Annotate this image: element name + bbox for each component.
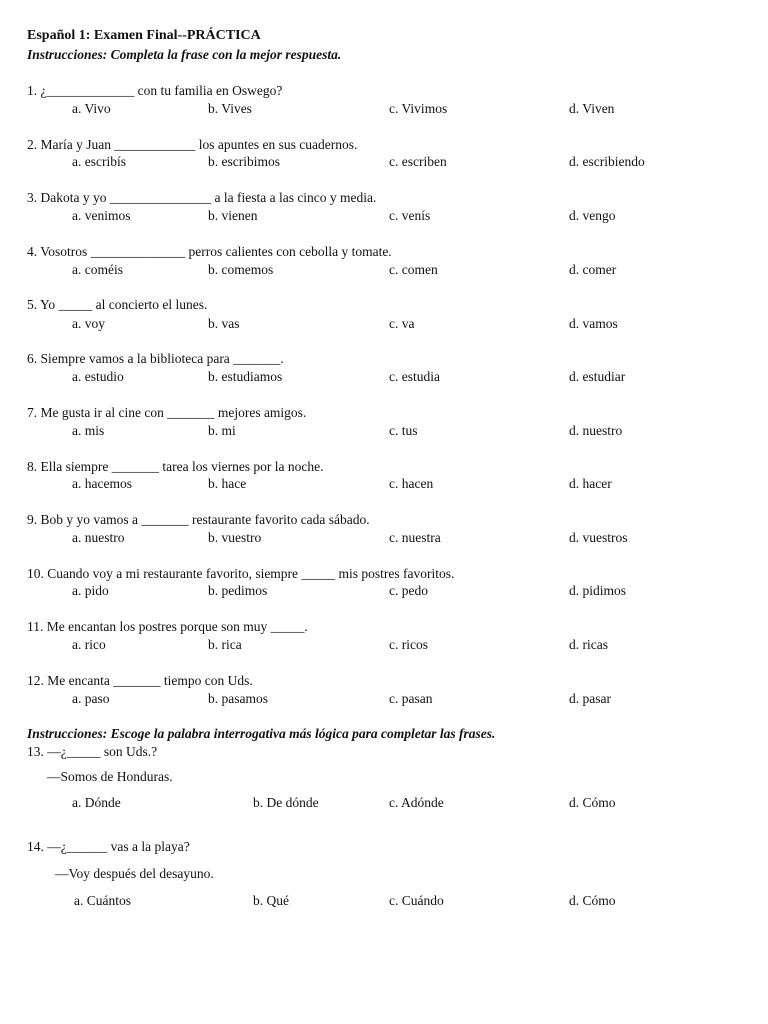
question-9: 9. Bob y yo vamos a _______ restaurante favorito cada sábado.: [27, 512, 370, 527]
option-11a: a. rico: [72, 637, 106, 652]
option-10b: b. pedimos: [208, 583, 268, 598]
option-3d: d. vengo: [569, 208, 616, 223]
option-2c: c. escriben: [389, 154, 447, 169]
option-12a: a. paso: [72, 691, 110, 706]
option-11c: c. ricos: [389, 637, 428, 652]
option-8c: c. hacen: [389, 476, 434, 491]
question-10: 10. Cuando voy a mi restaurante favorito, siempre _____ mis postres favoritos.: [27, 566, 455, 581]
option-7a: a. mis: [72, 423, 105, 438]
option-14c: c. Cuándo: [389, 893, 444, 908]
option-1d: d. Viven: [569, 101, 615, 116]
option-9b: b. vuestro: [208, 530, 262, 545]
option-8a: a. hacemos: [72, 476, 132, 491]
option-4a: a. coméis: [72, 262, 123, 277]
option-9d: d. vuestros: [569, 530, 628, 545]
option-7d: d. nuestro: [569, 423, 623, 438]
question-4: 4. Vosotros ______________ perros calientes con cebolla y tomate.: [27, 244, 392, 259]
option-11b: b. rica: [208, 637, 242, 652]
option-5b: b. vas: [208, 316, 240, 331]
option-1c: c. Vivimos: [389, 101, 448, 116]
question-1: 1. ¿_____________ con tu familia en Oswego?: [27, 83, 283, 98]
option-10a: a. pido: [72, 583, 109, 598]
option-3c: c. venís: [389, 208, 431, 223]
question-8: 8. Ella siempre _______ tarea los viernes por la noche.: [27, 459, 324, 474]
option-13b: b. De dónde: [253, 795, 319, 810]
question-11: 11. Me encantan los postres porque son muy _____.: [27, 619, 308, 634]
option-14b: b. Qué: [253, 893, 289, 908]
option-2d: d. escribiendo: [569, 154, 645, 169]
question-2: 2. María y Juan ____________ los apuntes en sus cuadernos.: [27, 137, 358, 152]
option-13c: c. Adónde: [389, 795, 444, 810]
option-4b: b. comemos: [208, 262, 274, 277]
option-5c: c. va: [389, 316, 415, 331]
option-13a: a. Dónde: [72, 795, 121, 810]
option-8b: b. hace: [208, 476, 247, 491]
option-12c: c. pasan: [389, 691, 433, 706]
option-10c: c. pedo: [389, 583, 428, 598]
option-1a: a. Vivo: [72, 101, 111, 116]
option-6d: d. estudiar: [569, 369, 626, 384]
option-1b: b. Vives: [208, 101, 252, 116]
answer-14: —Voy después del desayuno.: [55, 866, 214, 881]
option-13d: d. Cómo: [569, 795, 616, 810]
option-10d: d. pidimos: [569, 583, 627, 598]
option-3a: a. venimos: [72, 208, 131, 223]
answer-13: —Somos de Honduras.: [47, 769, 173, 784]
option-5d: d. vamos: [569, 316, 618, 331]
option-14a: a. Cuántos: [74, 893, 131, 908]
option-3b: b. vienen: [208, 208, 258, 223]
option-2b: b. escribimos: [208, 154, 280, 169]
question-5: 5. Yo _____ al concierto el lunes.: [27, 297, 208, 312]
option-12b: b. pasamos: [208, 691, 268, 706]
option-11d: d. ricas: [569, 637, 608, 652]
instructions-part-2: Instrucciones: Escoge la palabra interrogativa más lógica para completar las frases.: [27, 726, 496, 741]
option-9c: c. nuestra: [389, 530, 441, 545]
question-3: 3. Dakota y yo _______________ a la fiesta a las cinco y media.: [27, 190, 377, 205]
option-6b: b. estudiamos: [208, 369, 283, 384]
question-13: 13. —¿_____ son Uds.?: [27, 744, 158, 759]
option-2a: a. escribís: [72, 154, 126, 169]
option-4d: d. comer: [569, 262, 617, 277]
option-7b: b. mi: [208, 423, 236, 438]
page-title: Español 1: Examen Final--PRÁCTICA: [27, 28, 261, 43]
option-9a: a. nuestro: [72, 530, 125, 545]
question-7: 7. Me gusta ir al cine con _______ mejores amigos.: [27, 405, 307, 420]
instructions-part-1: Instrucciones: Completa la frase con la mejor respuesta.: [27, 47, 342, 62]
option-6c: c. estudia: [389, 369, 440, 384]
option-4c: c. comen: [389, 262, 438, 277]
question-6: 6. Siempre vamos a la biblioteca para _______.: [27, 351, 284, 366]
option-7c: c. tus: [389, 423, 418, 438]
question-14: 14. —¿______ vas a la playa?: [27, 839, 190, 854]
option-6a: a. estudio: [72, 369, 124, 384]
option-12d: d. pasar: [569, 691, 611, 706]
option-8d: d. hacer: [569, 476, 612, 491]
question-12: 12. Me encanta _______ tiempo con Uds.: [27, 673, 253, 688]
option-5a: a. voy: [72, 316, 105, 331]
option-14d: d. Cómo: [569, 893, 616, 908]
